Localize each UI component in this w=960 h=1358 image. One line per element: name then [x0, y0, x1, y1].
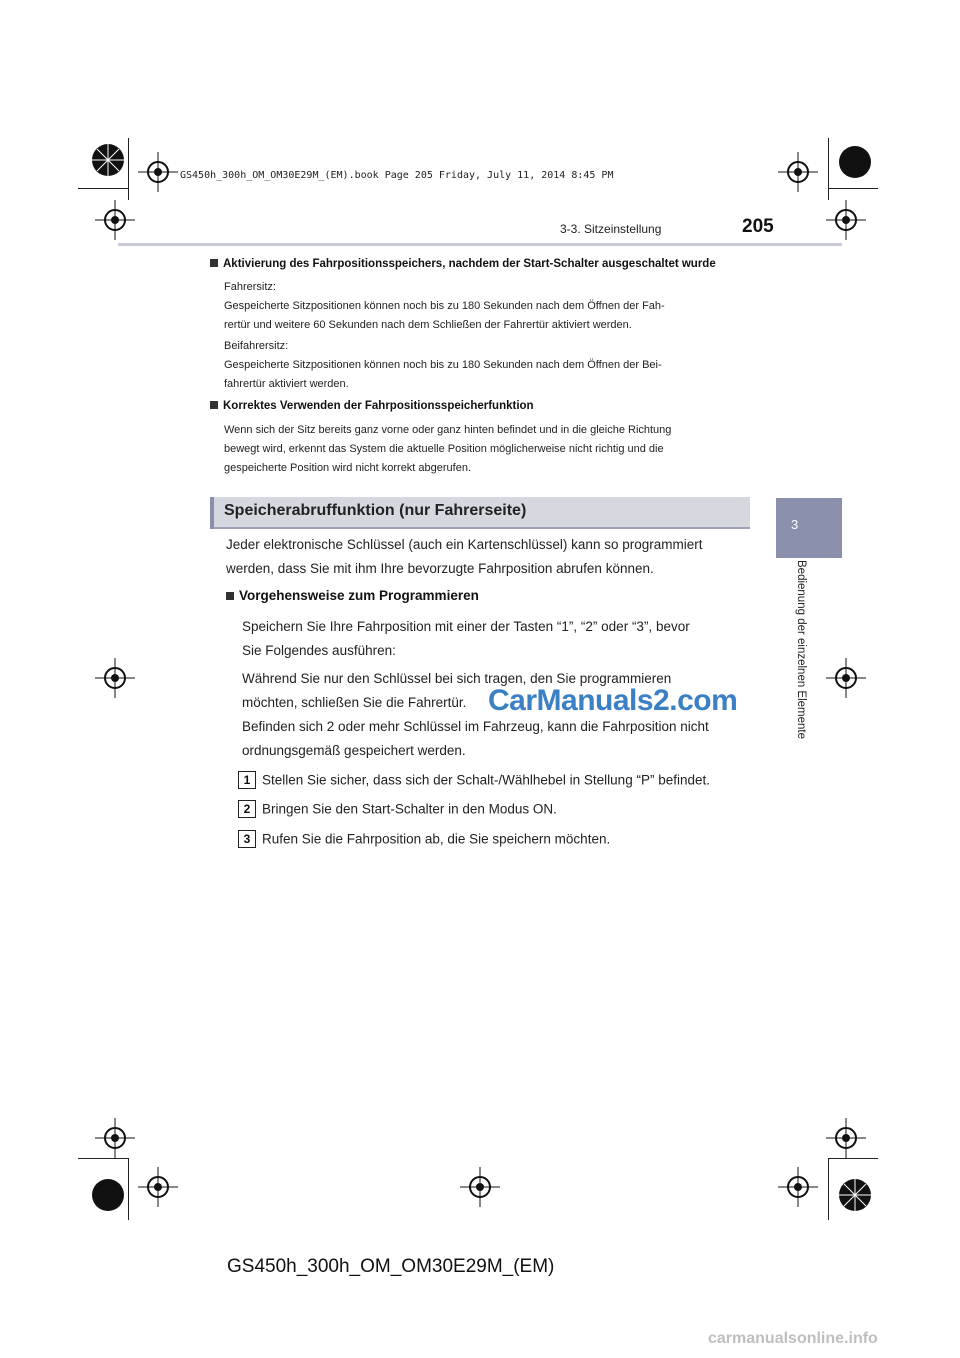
crosshair-mark-icon — [778, 152, 818, 192]
trim-line — [828, 1158, 829, 1220]
step-text: Bringen Sie den Start-Schalter in den Modus ON. — [262, 801, 557, 817]
intro-paragraph — [226, 533, 746, 581]
crosshair-mark-icon — [138, 1167, 178, 1207]
crosshair-mark-icon — [826, 200, 866, 240]
chapter-tab — [776, 498, 842, 558]
note-heading-text: Korrektes Verwenden der Fahrpositionsspeicherfunktion — [223, 400, 534, 412]
text-line: Gespeicherte Sitzpositionen können noch bis zu 180 Sekunden nach dem Öffnen der Bei- — [224, 359, 662, 371]
trim-line — [828, 138, 829, 200]
text-line: Jeder elektronische Schlüssel (auch ein Kartenschlüssel) kann so programmiert — [226, 537, 703, 552]
text-line: fahrertür aktiviert werden. — [224, 378, 349, 390]
text-line: rertür und weitere 60 Sekunden nach dem Schließen der Fahrertür aktiviert werden. — [224, 319, 632, 331]
trim-line — [78, 188, 128, 189]
note-paragraph — [224, 421, 746, 478]
text-line: Wenn sich der Sitz bereits ganz vorne oder ganz hinten befindet und in die gleiche Richtung — [224, 424, 672, 436]
instruction-paragraph — [242, 615, 747, 663]
step-item — [238, 800, 557, 818]
page-number: 205 — [742, 216, 774, 237]
trim-line — [128, 138, 129, 200]
step-number: 1 — [238, 771, 256, 789]
crosshair-mark-icon — [826, 658, 866, 698]
trim-line — [78, 1158, 128, 1159]
square-bullet-icon — [210, 259, 218, 267]
running-head: 3-3. Sitzeinstellung — [560, 222, 662, 236]
text-line: gespeicherte Position wird nicht korrekt abgerufen. — [224, 462, 472, 474]
document-code: GS450h_300h_OM_OM30E29M_(EM) — [227, 1256, 555, 1277]
print-info: GS450h_300h_OM_OM30E29M_(EM).book Page 205 Friday, July 11, 2014 8:45 PM — [180, 170, 614, 181]
text-line: Befinden sich 2 oder mehr Schlüssel im Fahrzeug, kann die Fahrposition nicht — [242, 719, 709, 734]
registration-mark-icon — [88, 140, 128, 180]
note-paragraph — [224, 278, 746, 335]
crosshair-mark-icon — [778, 1167, 818, 1207]
step-number: 2 — [238, 800, 256, 818]
step-text: Rufen Sie die Fahrposition ab, die Sie speichern möchten. — [262, 831, 611, 847]
crosshair-mark-icon — [138, 152, 178, 192]
registration-mark-icon — [835, 1175, 875, 1215]
text-line: Speichern Sie Ihre Fahrposition mit einer der Tasten “1”, “2” oder “3”, bevor — [242, 619, 690, 634]
section-title: Speicherabruffunktion (nur Fahrerseite) — [224, 502, 527, 519]
step-item — [238, 771, 710, 789]
watermark: CarManuals2.com — [488, 684, 738, 717]
registration-mark-icon — [835, 142, 875, 182]
note-heading — [210, 258, 716, 270]
text-line: Sie Folgendes ausführen: — [242, 643, 396, 658]
square-bullet-icon — [226, 592, 234, 600]
subheading — [226, 588, 479, 603]
crosshair-mark-icon — [460, 1167, 500, 1207]
step-number: 3 — [238, 830, 256, 848]
section-header — [210, 497, 750, 529]
text-line: Fahrersitz: — [224, 281, 276, 293]
chapter-number: 3 — [791, 517, 799, 532]
square-bullet-icon — [210, 401, 218, 409]
section-accent — [210, 497, 214, 529]
chapter-label: Bedienung der einzelnen Elemente — [795, 560, 807, 740]
text-line: Gespeicherte Sitzpositionen können noch bis zu 180 Sekunden nach dem Öffnen der Fah- — [224, 300, 665, 312]
text-line: bewegt wird, erkennt das System die aktuelle Position möglicherweise nicht richtig und die — [224, 443, 664, 455]
footer-site-watermark: carmanualsonline.info — [708, 1330, 878, 1347]
trim-line — [828, 188, 878, 189]
header-rule — [118, 243, 842, 246]
note-heading-text: Aktivierung des Fahrpositionsspeichers, nachdem der Start-Schalter ausgeschaltet wurde — [223, 258, 716, 270]
text-line: ordnungsgemäß gespeichert werden. — [242, 743, 466, 758]
step-item — [238, 830, 610, 848]
text-line: Beifahrersitz: — [224, 340, 289, 352]
text-line: möchten, schließen Sie die Fahrertür. — [242, 695, 467, 710]
text-line: Während Sie nur den Schlüssel bei sich tragen, den Sie programmieren — [242, 671, 672, 686]
text-line: werden, dass Sie mit ihm Ihre bevorzugte Fahrposition abrufen können. — [226, 561, 654, 576]
note-paragraph — [224, 337, 746, 394]
crosshair-mark-icon — [95, 200, 135, 240]
note-heading — [210, 400, 534, 412]
subheading-text: Vorgehensweise zum Programmieren — [239, 588, 479, 603]
trim-line — [828, 1158, 878, 1159]
step-text: Stellen Sie sicher, dass sich der Schalt-/Wählhebel in Stellung “P” befindet. — [262, 772, 710, 788]
trim-line — [128, 1158, 129, 1220]
crosshair-mark-icon — [95, 1118, 135, 1158]
crosshair-mark-icon — [95, 658, 135, 698]
crosshair-mark-icon — [826, 1118, 866, 1158]
registration-mark-icon — [88, 1175, 128, 1215]
